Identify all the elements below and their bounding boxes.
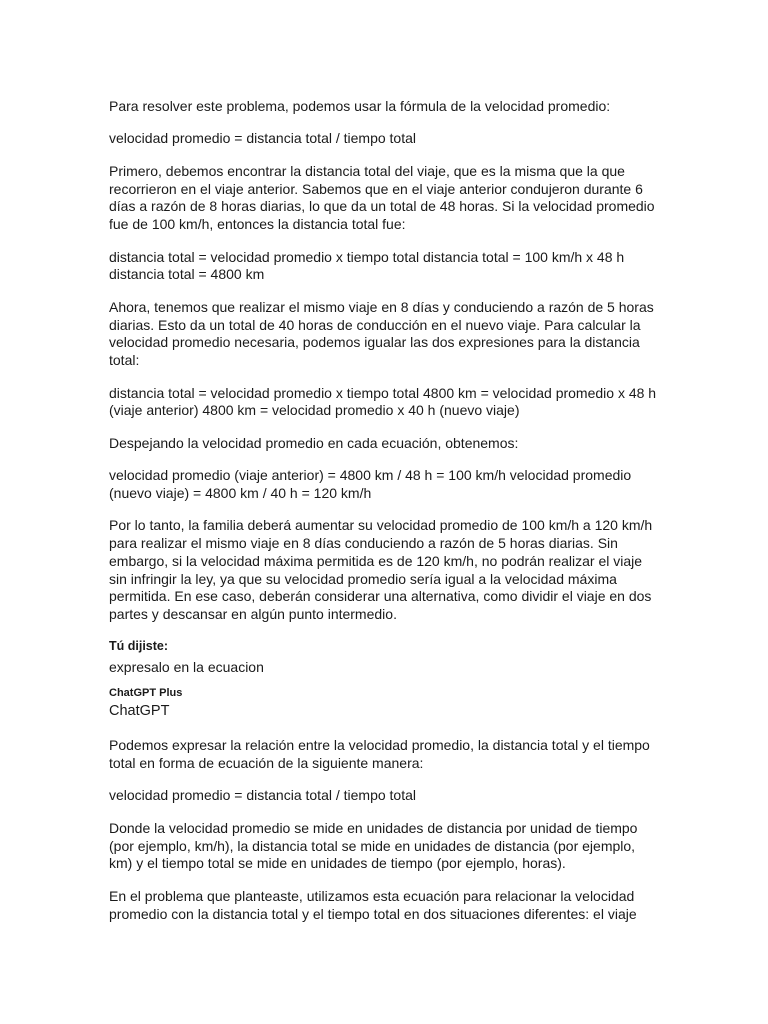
formula-paragraph: distancia total = velocidad promedio x tiempo total distancia total = 100 km/h x 48 h distancia total = 4800 km bbox=[109, 248, 625, 283]
assistant-turn bbox=[109, 686, 659, 721]
assistant-name: ChatGPT bbox=[109, 703, 170, 720]
user-turn-label: Tú dijiste: bbox=[109, 638, 169, 653]
assistant-turn-label: ChatGPT Plus bbox=[109, 687, 183, 700]
document-page bbox=[109, 98, 659, 938]
user-message: expresalo en la ecuacion bbox=[109, 658, 264, 675]
paragraph: Primero, debemos encontrar la distancia total del viaje, que es la misma que la que recorrieron en el viaje anterior. Sabemos que en el viaje anterior condujeron durante 6 días a razón de 8 horas diarias, lo que da un total de 48 horas. Si la velocidad promedio fue de 100 km/h, entonces la distancia total fue: bbox=[109, 162, 655, 233]
paragraph: Podemos expresar la relación entre la velocidad promedio, la distancia total y el tiempo total en forma de ecuación de la siguiente manera: bbox=[109, 737, 650, 772]
formula-paragraph: velocidad promedio = distancia total / tiempo total bbox=[109, 130, 417, 147]
paragraph: Donde la velocidad promedio se mide en unidades de distancia por unidad de tiempo (por ejemplo, km/h), la distancia total se mide en unidades de distancia (por ejemplo, km) y el tiempo total se mide en unidades de tiempo (por ejemplo, horas). bbox=[109, 819, 638, 872]
paragraph: En el problema que planteaste, utilizamos esta ecuación para relacionar la velocidad promedio con la distancia total y el tiempo total en dos situaciones diferentes: el viaje bbox=[109, 887, 637, 922]
paragraph: Para resolver este problema, podemos usar la fórmula de la velocidad promedio: bbox=[109, 98, 611, 114]
paragraph: Por lo tanto, la familia deberá aumentar su velocidad promedio de 100 km/h a 120 km/h para realizar el mismo viaje en 8 días conduciendo a razón de 5 horas diarias. Sin embargo, si la velocidad máxima permitida es de 120 km/h, no podrán realizar el viaje sin infringir la ley, ya que su velocidad promedio sería igual a la velocidad máxima permitida. En ese caso, deberán considerar una alternativa, como dividir el viaje en dos partes y descansar en algún punto intermedio. bbox=[109, 517, 653, 623]
paragraph: Despejando la velocidad promedio en cada ecuación, obtenemos: bbox=[109, 434, 519, 451]
formula-paragraph: velocidad promedio = distancia total / tiempo total bbox=[109, 787, 417, 804]
user-turn bbox=[109, 639, 659, 677]
paragraph: Ahora, tenemos que realizar el mismo viaje en 8 días y conduciendo a razón de 5 horas diarias. Esto da un total de 40 horas de conducción en el nuevo viaje. Para calcular la velocidad promedio necesaria, podemos igualar las dos expresiones para la distancia total: bbox=[109, 298, 654, 369]
formula-paragraph: distancia total = velocidad promedio x tiempo total 4800 km = velocidad promedio x 48 h (viaje anterior) 4800 km = velocidad promedio x 40 h (nuevo viaje) bbox=[109, 384, 657, 419]
formula-paragraph: velocidad promedio (viaje anterior) = 4800 km / 48 h = 100 km/h velocidad promedio (nuevo viaje) = 4800 km / 40 h = 120 km/h bbox=[109, 467, 632, 501]
